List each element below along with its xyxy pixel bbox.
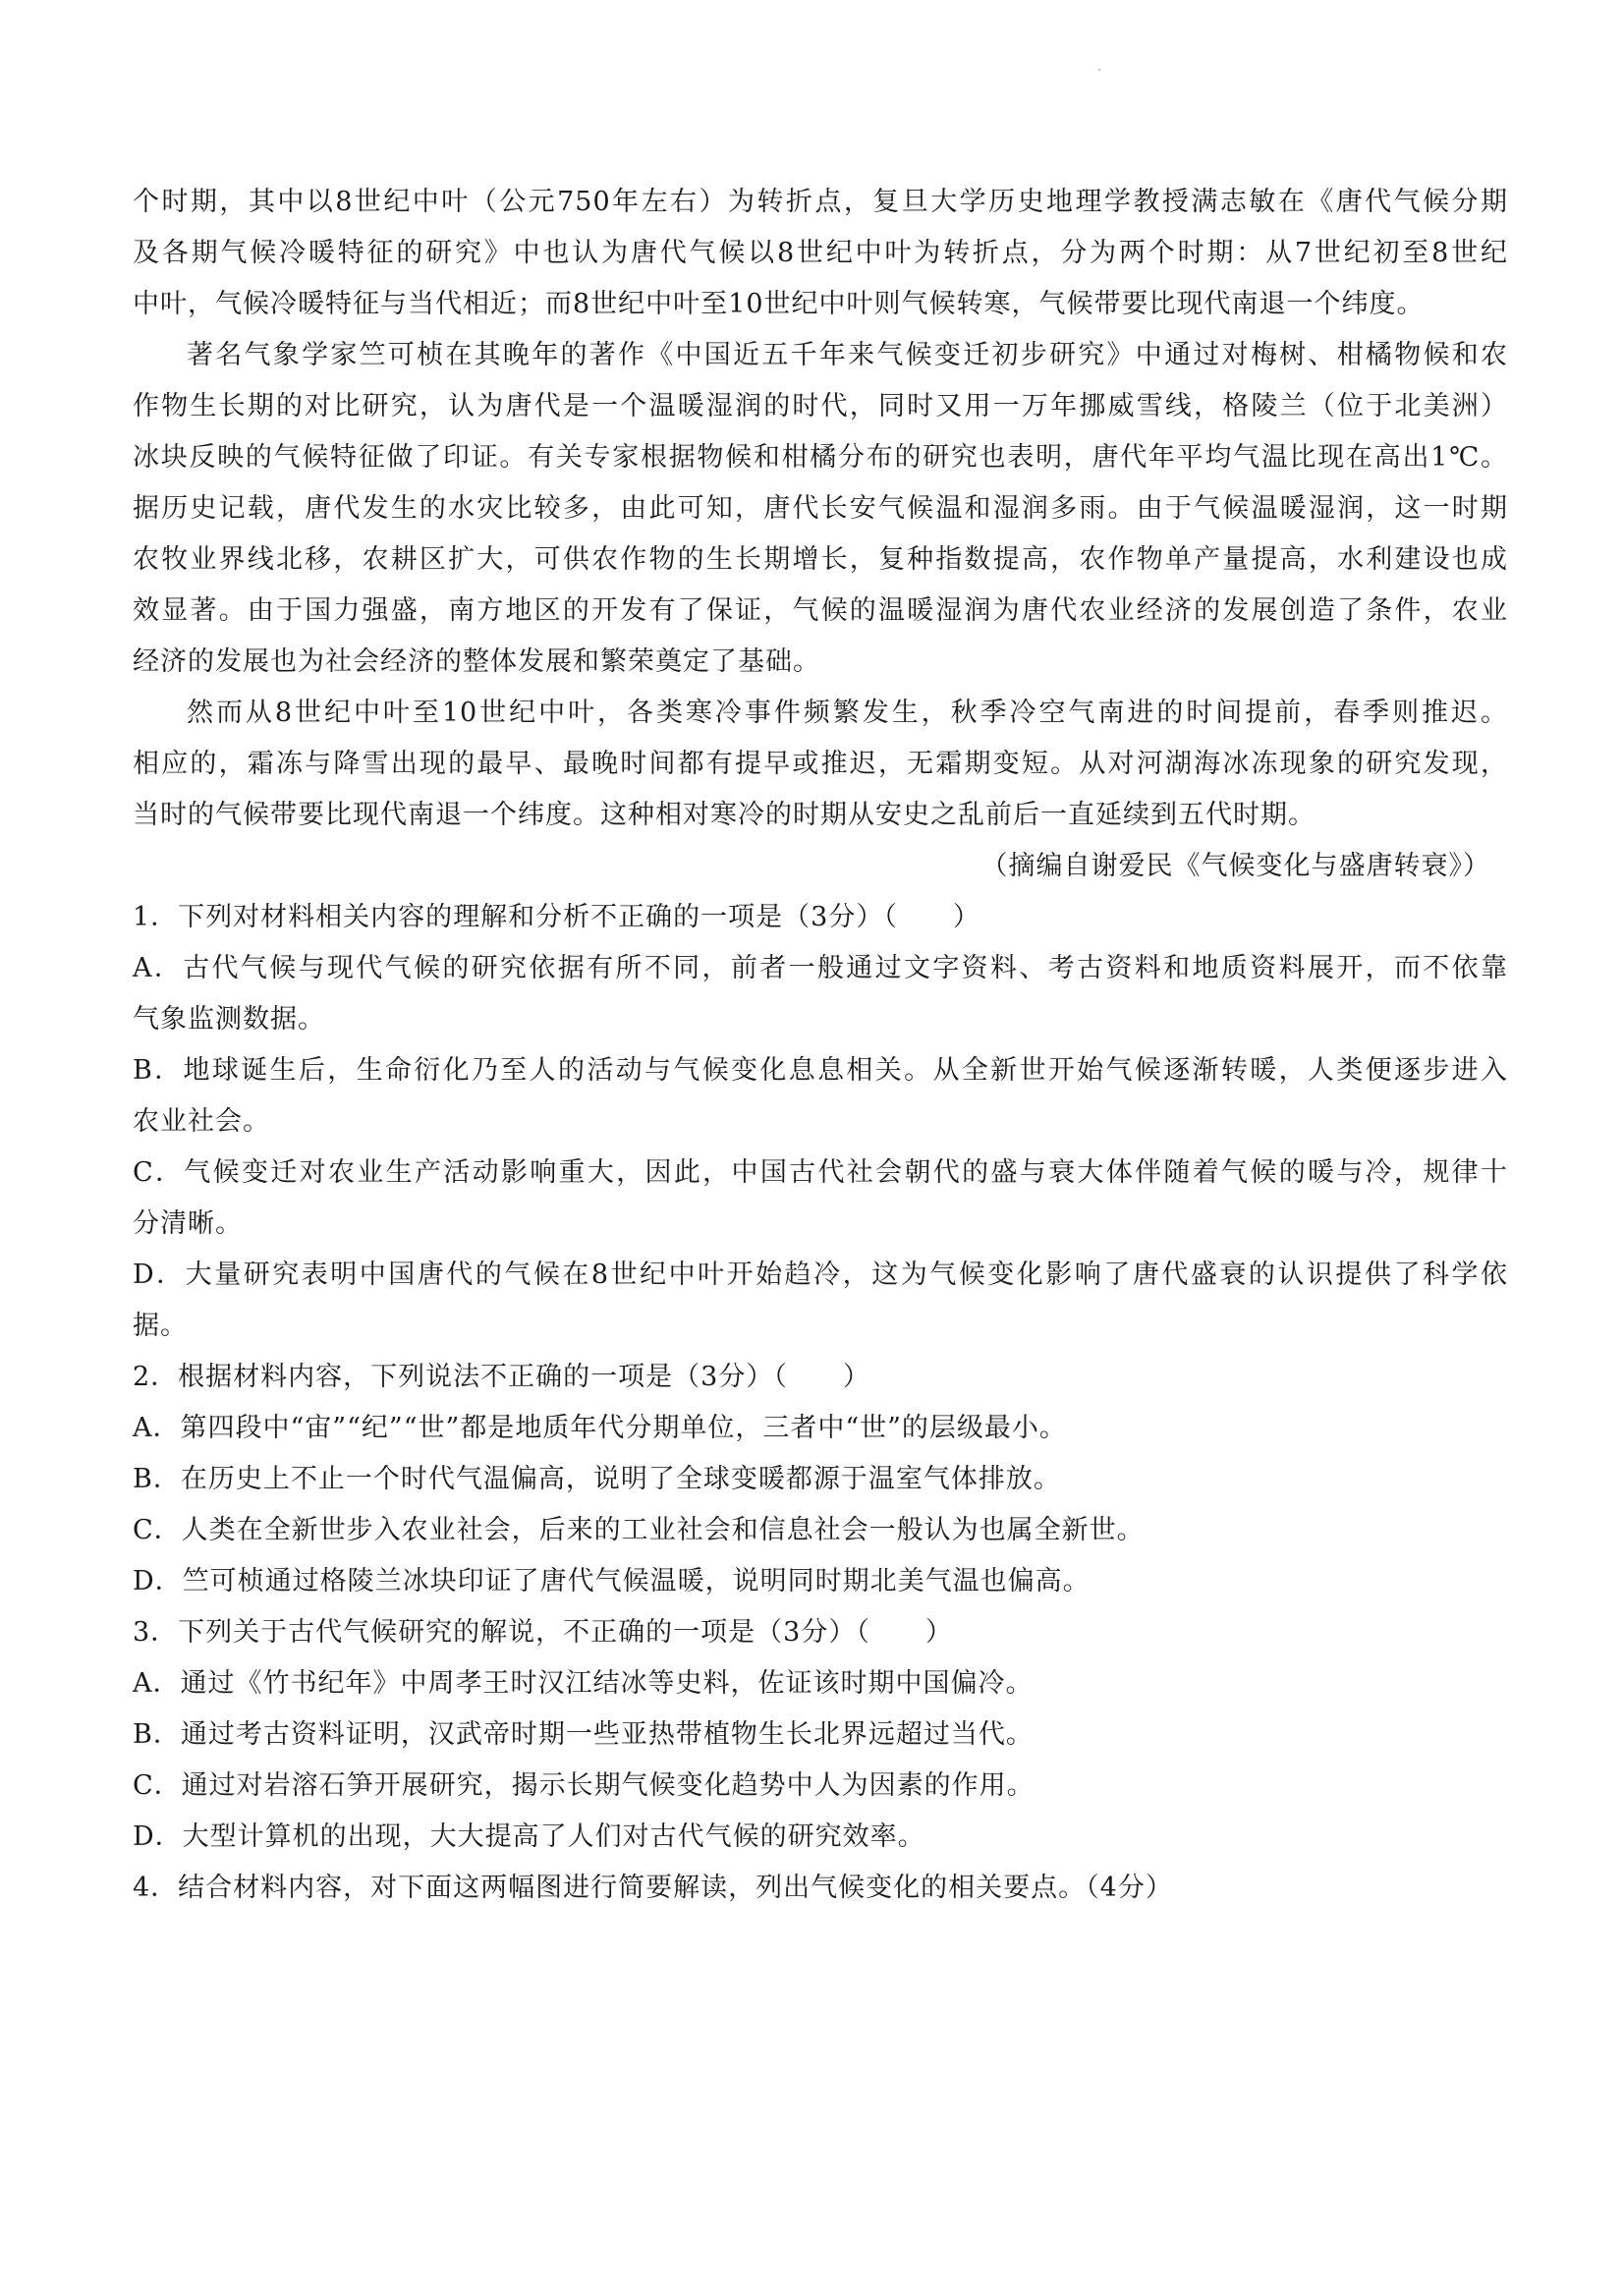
q3-option-b: B．通过考古资料证明，汉武帝时期一些亚热带植物生长北界远超过当代。 — [133, 1719, 1034, 1750]
q3-stem: 3．下列关于古代气候研究的解说，不正确的一项是（3分）（ ） — [133, 1617, 953, 1648]
q2-option-c: C．人类在全新世步入农业社会，后来的工业社会和信息社会一般认为也属全新世。 — [133, 1515, 1145, 1545]
passage-source: （摘编自谢爱民《气候变化与盛唐转衰》） — [980, 851, 1490, 881]
q3-option-a: A．通过《竹书纪年》中周孝王时汉江结冰等史料，佐证该时期中国偏冷。 — [133, 1668, 1034, 1699]
passage-p3-line-2: 相应的，霜冻与降雪出现的最早、最晚时间都有提早或推迟，无霜期变短。从对河湖海冰冻现象的研究发现， — [133, 749, 1508, 779]
passage-p1-line-1: 个时期，其中以8世纪中叶（公元750年左右）为转折点，复旦大学历史地理学教授满志敏在《唐代气候分期 — [133, 187, 1508, 217]
q1-option-a-line-2: 气象监测数据。 — [133, 1004, 325, 1035]
passage-p2-line-2: 作物生长期的对比研究，认为唐代是一个温暖湿润的时代，同时又用一万年挪威雪线，格陵兰（位于北美洲） — [133, 391, 1508, 421]
scan-speck — [1098, 69, 1100, 71]
passage-p1-line-3: 中叶，气候冷暖特征与当代相近；而8世纪中叶至10世纪中叶则气候转寒，气候带要比现代南退一个纬度。 — [133, 289, 1425, 319]
passage-p3-line-1: 然而从8世纪中叶至10世纪中叶，各类寒冷事件频繁发生，秋季冷空气南进的时间提前，春季则推迟。 — [187, 698, 1508, 728]
q1-stem: 1．下列对材料相关内容的理解和分析不正确的一项是（3分）（ ） — [133, 902, 980, 932]
passage-p2-line-6: 效显著。由于国力强盛，南方地区的开发有了保证，气候的温暖湿润为唐代农业经济的发展创造了条件，农业 — [133, 595, 1508, 626]
q1-option-c-line-2: 分清晰。 — [133, 1208, 243, 1239]
q2-stem: 2．根据材料内容，下列说法不正确的一项是（3分）（ ） — [133, 1362, 870, 1392]
passage-p3-line-3: 当时的气候带要比现代南退一个纬度。这种相对寒冷的时期从安史之乱前后一直延续到五代时期。 — [133, 800, 1315, 830]
passage-p1-line-2: 及各期气候冷暖特征的研究》中也认为唐代气候以8世纪中叶为转折点，分为两个时期：从7世纪初至8世纪 — [133, 238, 1508, 268]
passage-p2-line-4: 据历史记载，唐代发生的水灾比较多，由此可知，唐代长安气候温和湿润多雨。由于气候温暖湿润，这一时期 — [133, 493, 1508, 524]
q1-option-b-line-1: B．地球诞生后，生命衍化乃至人的活动与气候变化息息相关。从全新世开始气候逐渐转暖，人类便逐步进入 — [133, 1055, 1508, 1086]
q3-option-d: D．大型计算机的出现，大大提高了人们对古代气候的研究效率。 — [133, 1821, 925, 1852]
q4-stem: 4．结合材料内容，对下面这两幅图进行简要解读，列出气候变化的相关要点。（4分） — [133, 1873, 1173, 1903]
q1-option-d-line-1: D．大量研究表明中国唐代的气候在8世纪中叶开始趋冷，这为气候变化影响了唐代盛衰的认识提供了科学依 — [133, 1260, 1508, 1290]
q1-option-a-line-1: A．古代气候与现代气候的研究依据有所不同，前者一般通过文字资料、考古资料和地质资料展开，而不依靠 — [133, 953, 1508, 983]
q2-option-d: D．竺可桢通过格陵兰冰块印证了唐代气候温暖，说明同时期北美气温也偏高。 — [133, 1566, 1091, 1596]
q1-option-d-line-2: 据。 — [133, 1311, 188, 1341]
passage-p2-line-1: 著名气象学家竺可桢在其晚年的著作《中国近五千年来气候变迁初步研究》中通过对梅树、柑橘物候和农 — [187, 340, 1508, 370]
q1-option-c-line-1: C．气候变迁对农业生产活动影响重大，因此，中国古代社会朝代的盛与衰大体伴随着气候的暖与冷，规律十 — [133, 1157, 1508, 1188]
q3-option-c: C．通过对岩溶石笋开展研究，揭示长期气候变化趋势中人为因素的作用。 — [133, 1770, 1035, 1801]
passage-p2-line-5: 农牧业界线北移，农耕区扩大，可供农作物的生长期增长，复种指数提高，农作物单产量提高，水利建设也成 — [133, 544, 1508, 575]
passage-p2-line-7: 经济的发展也为社会经济的整体发展和繁荣奠定了基础。 — [133, 646, 820, 677]
passage-p2-line-3: 冰块反映的气候特征做了印证。有关专家根据物候和柑橘分布的研究也表明，唐代年平均气温比现在高出1℃。 — [133, 442, 1508, 473]
q1-option-b-line-2: 农业社会。 — [133, 1106, 270, 1137]
q2-option-b: B．在历史上不止一个时代气温偏高，说明了全球变暖都源于温室气体排放。 — [133, 1464, 1061, 1494]
q2-option-a: A．第四段中“宙”“纪”“世”都是地质年代分期单位，三者中“世”的层级最小。 — [133, 1413, 1067, 1443]
